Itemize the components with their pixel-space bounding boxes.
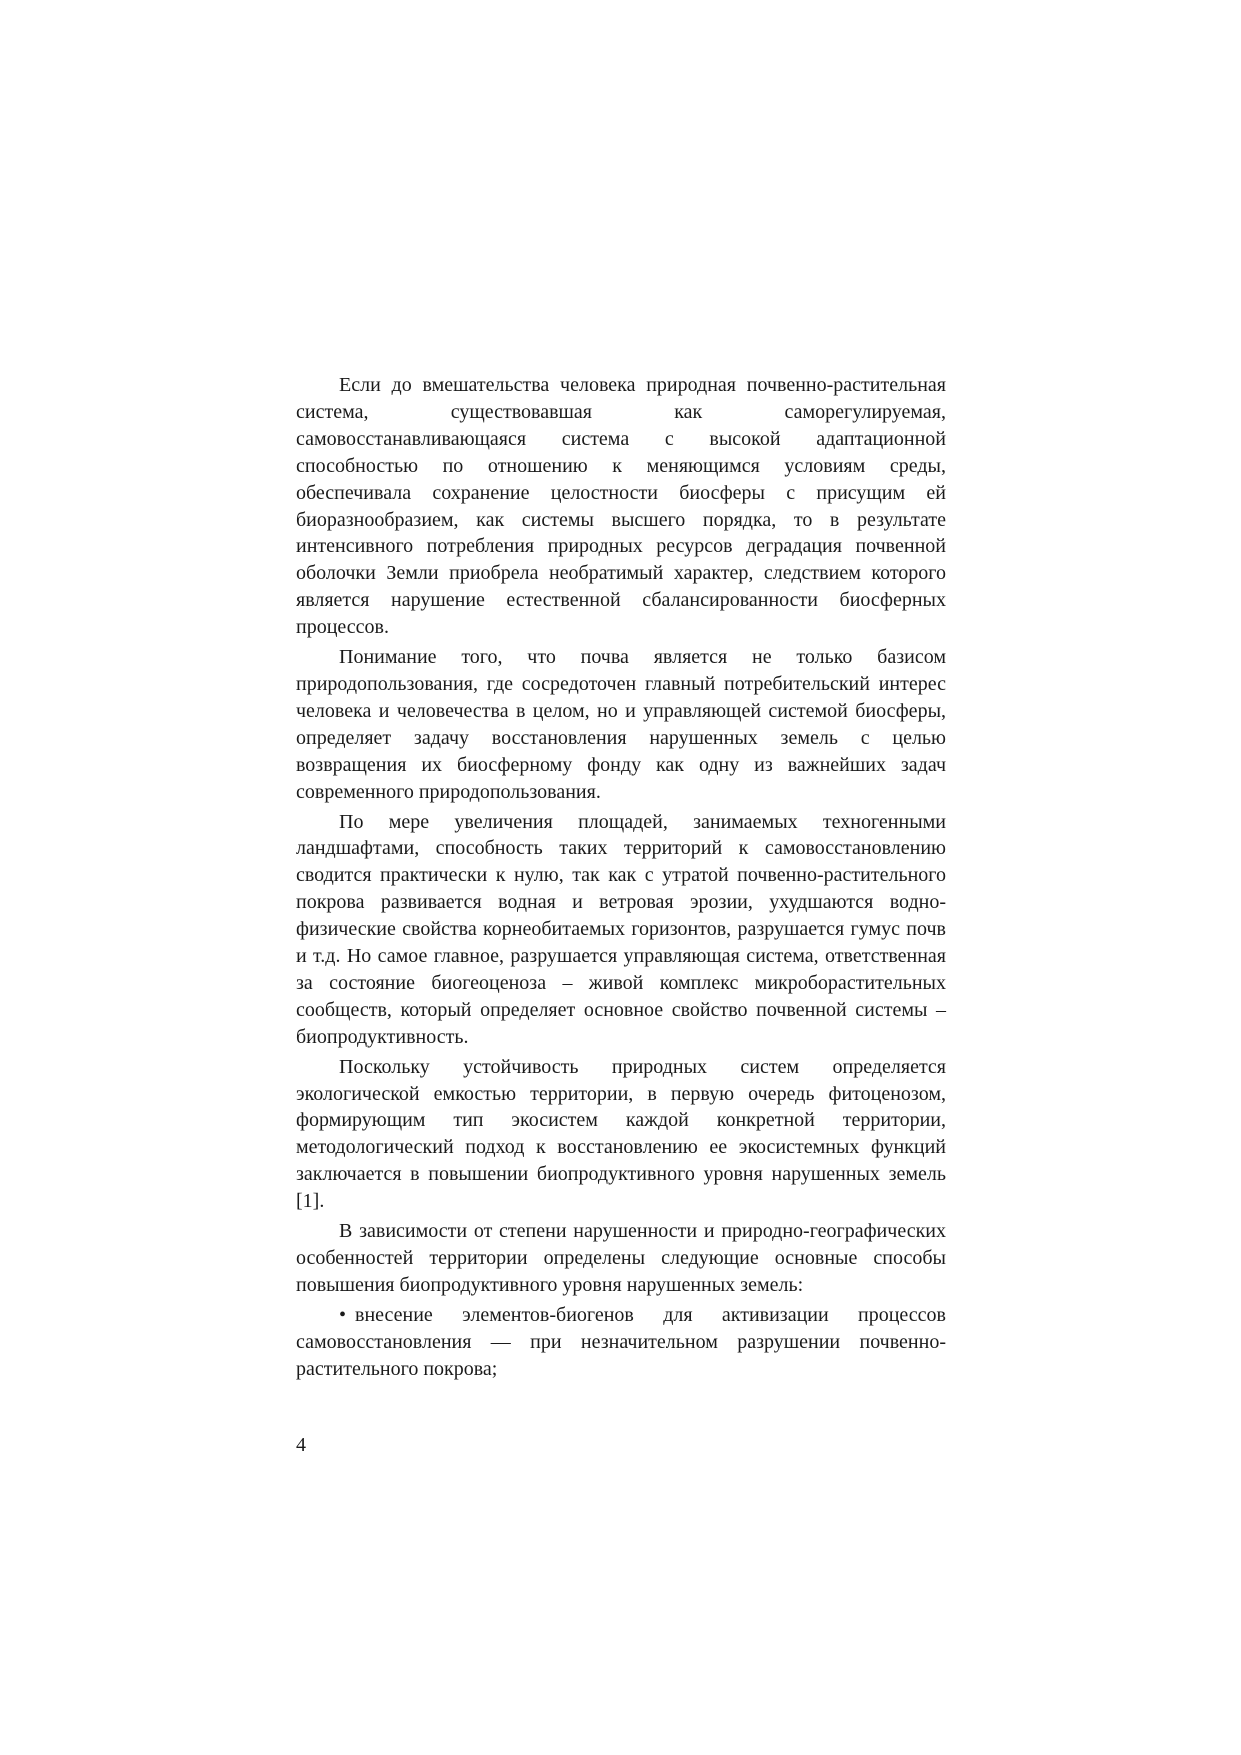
paragraph-2: Понимание того, что почва является не только базисом природопользования, где сосредоточен главный потребительский интерес человека и человечества в целом, но и управляющей системой биосферы, определяет задачу восстановления нарушенных земель с целью возвращения их биосферному фонду как одну из важнейших задач современного природопользования. xyxy=(296,646,946,803)
paragraph-4: Поскольку устойчивость природных систем определяется экологической емкостью территории, в первую очередь фитоценозом, формирующим тип экосистем каждой конкретной территории, методологический подход к восстановлению ее экосистемных функций заключается в повышении биопродуктивного уровня нарушенных земель [1]. xyxy=(296,1055,946,1213)
paragraph-5: В зависимости от степени нарушенности и природно-географических особенностей территории определены следующие основные способы повышения биопродуктивного уровня нарушенных земель: xyxy=(296,1220,946,1296)
paragraph-1: Если до вмешательства человека природная почвенно-растительная система, существовавшая как саморегулируемая, самовосстанавливающаяся система с высокой адаптационной способностью по отношению к меняющимся условиям среды, обеспечивала сохранение целостности биосферы с присущим ей биоразнообразием, как системы высшего порядка, то в результате интенсивного потребления природных ресурсов деградация почвенной оболочки Земли приобрела необратимый характер, следствием которого является нарушение естественной сбалансированности биосферных процессов. xyxy=(296,374,946,639)
paragraph-3: По мере увеличения площадей, занимаемых техногенными ландшафтами, способность таких территорий к самовосстановлению сводится практически к нулю, так как с утратой почвенно-растительного покрова развивается водная и ветровая эрозии, ухудшаются водно-физические свойства корнеобитаемых горизонтов, разрушается гумус почв и т.д. Но самое главное, разрушается управляющая система, ответственная за состояние биогеоценоза – живой комплекс микроборастительных сообществ, который определяет основное свойство почвенной системы – биопродуктивность. xyxy=(296,810,946,1048)
list-item-text: внесение элементов-биогенов для активизации процессов самовосстановления — при незначительном разрушении почвенно-растительного покрова; xyxy=(296,1303,946,1380)
list-item xyxy=(296,1302,946,1383)
page-number: 4 xyxy=(296,1434,306,1456)
page-body xyxy=(296,372,946,1383)
bullet-icon: • xyxy=(339,1303,347,1326)
